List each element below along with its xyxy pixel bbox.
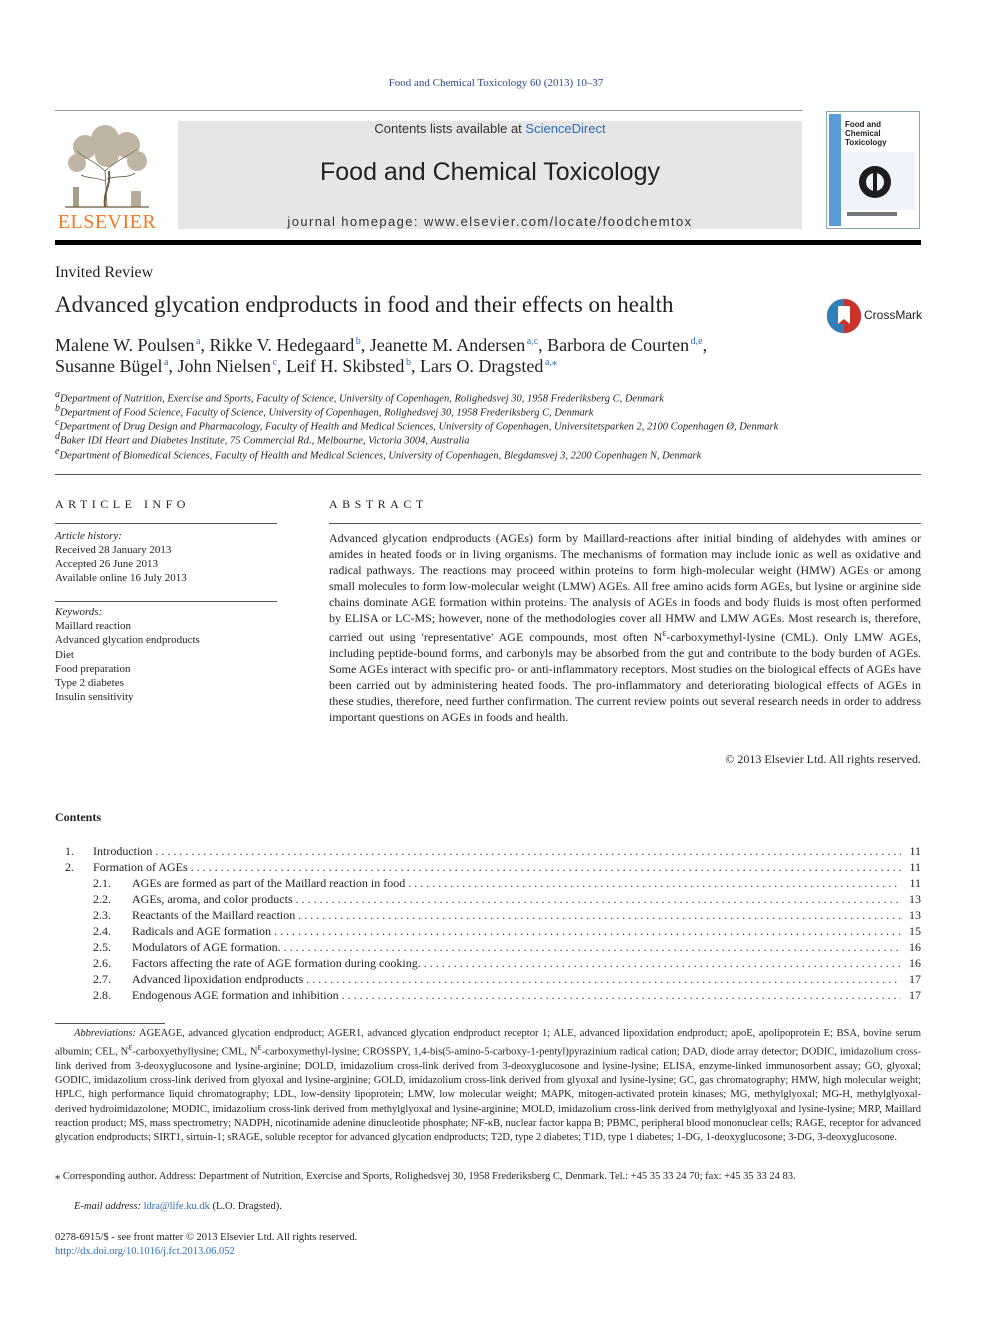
abstract-body [329, 530, 921, 725]
corresponding-author-footnote: ⁎ Corresponding author. Address: Department of Nutrition, Exercise and Sports, Rolighedsvej 30, 1958 Frederiksberg C, Denmark. Tel.: +45 35 33 24 70; fax: +45 35 33 24 83. [55, 1171, 796, 1182]
toc-title[interactable]: Formation of AGEs . . . [93, 859, 901, 875]
author-affil-sup[interactable]: a [164, 357, 169, 368]
affiliation-text: Department of Nutrition, Exercise and Sports, Faculty of Science, University of Copenhagen, Rolighedsvej 30, 1958 Frederiksberg C, Denmark [60, 393, 664, 405]
toc-entry[interactable] [55, 971, 921, 987]
article-history-label: Article history: [55, 530, 122, 542]
author-affil-sup[interactable]: b [405, 357, 411, 368]
toc-page: 16 [909, 940, 921, 954]
abstract-divider [329, 523, 921, 524]
author-sep: , [538, 335, 548, 355]
keyword-item: Insulin sensitivity [55, 691, 134, 703]
author-name[interactable]: Jeanette M. Andersen [369, 335, 526, 355]
toc-title[interactable]: AGEs, aroma, and color products . . . [132, 891, 901, 907]
toc-number: 2.2. [93, 892, 111, 906]
article-info-heading: ARTICLE INFO [55, 497, 190, 511]
keywords-label: Keywords: [55, 606, 103, 618]
toc-number: 2.6. [93, 956, 111, 970]
author-name[interactable]: Leif H. Skibsted [285, 356, 405, 376]
toc-entry[interactable] [55, 875, 921, 891]
toc-entry[interactable] [55, 843, 921, 859]
toc-number: 2.1. [93, 876, 111, 890]
author-sep: , [410, 356, 420, 376]
doi-link[interactable]: http://dx.doi.org/10.1016/j.fct.2013.06.052 [55, 1246, 235, 1257]
affiliation-text: Department of Drug Design and Pharmacology, Faculty of Health and Medical Sciences, University of Copenhagen, Universitetsparken 2, 2100 Copenhagen Ø, Denmark [59, 421, 779, 433]
abbreviations-footnote [55, 1027, 921, 1145]
authors-line-2 [55, 356, 557, 377]
abbreviations-label: Abbreviations: [74, 1028, 137, 1039]
abbrev-epsilon: ε [128, 1042, 133, 1054]
affiliation-sup: e [55, 446, 60, 457]
email-link[interactable]: ldra@life.ku.dk [143, 1201, 210, 1212]
toc-title[interactable]: Modulators of AGE formation. . . . [132, 939, 901, 955]
author-name[interactable]: Rikke V. Hedegaard [209, 335, 355, 355]
author-sep: , [168, 356, 178, 376]
author-affil-sup[interactable]: b [355, 336, 361, 347]
keyword-item: Diet [55, 649, 74, 661]
journal-cover-thumbnail[interactable] [826, 111, 920, 229]
toc-title[interactable]: AGEs are formed as part of the Maillard reaction in food . . . [132, 875, 901, 891]
abstract-text-2: -carboxymethyl-lysine (CML). Only LMW AGEs, including peptide-bound forms, and carbonyls may be absorbed from the gut and contribute to the body burden of AGEs. Some AGEs interact with specific pro- or anti-inflammatory receptors. Most studies on the biological effects of AGEs have been carried out by administering heated foods. The pro-inflammatory and deteriorating biological effects of AGEs in these studies, therefore, need further confirmation. The current review points out several research needs in order to address important questions on AGEs in foods and health. [329, 630, 921, 724]
author-affil-sup[interactable]: d,e [690, 336, 703, 347]
keyword-item: Type 2 diabetes [55, 677, 124, 689]
contents-heading: Contents [55, 810, 102, 824]
toc-number: 2.7. [93, 972, 111, 986]
toc-page: 11 [909, 876, 921, 890]
toc-page: 11 [909, 860, 921, 874]
toc-title[interactable]: Advanced lipoxidation endproducts . . . [132, 971, 901, 987]
toc-page: 17 [909, 972, 921, 986]
sciencedirect-link[interactable]: ScienceDirect [525, 121, 606, 136]
abstract-heading: ABSTRACT [329, 497, 428, 511]
toc-entry[interactable] [55, 859, 921, 875]
cover-emblem-icon [827, 112, 919, 228]
toc-number: 2.3. [93, 908, 111, 922]
author-affil-sup[interactable]: a,c [526, 336, 539, 347]
toc-entry[interactable] [55, 939, 921, 955]
toc-entry[interactable] [55, 955, 921, 971]
affiliation-sup: d [55, 431, 60, 442]
abstract-epsilon: ε [662, 628, 667, 639]
author-sep: , [360, 335, 370, 355]
crossmark-icon [826, 298, 862, 334]
toc-number: 2.4. [93, 924, 111, 938]
abbreviations-text-3: -carboxymethyl-lysine; CROSSPY, 1,4-bis(5-amino-5-carboxy-1-pentyl)pyrazinium radical cation; DAD, diode array detector; DODIC, imidazolium cross-link derived from 3-deoxyglucosone and lysine-arginine; DOLD, imidazolium cross-link derived from 3-deoxyglucosone and lysine-lysine; ELISA, enzyme-linked immunosorbent assay; GO, glyoxal; GODIC, imidazolium cross-link derived from glyoxal and lysine-arginine; GOLD, imidazolium cross-link derived from glyoxal and lysine-lysine; GC, gas chromatography; HMW, high molecular weight; HPLC, high performance liquid chromatography; LDL, low-density lipoprotein; LMW, low molecular weight; MAPK, mitogen-activated protein kinases; MG, methylglyoxal; MG-H, methylglyoxal-derived hydroimidazolone; MODIC, imidazolium cross-link derived from methylglyoxal and lysine-arginine; MOLD, imidazolium cross-link derived from methylglyoxal and lysine-lysine; MRP, Maillard reaction product; MS, mass spectrometry; NADPH, nicotinamide adenine dinucleotide phosphate; NF-κB, nuclear factor kappa B; PBMC, peripheral blood mononuclear cells; RAGE, receptor for advanced glycation endproducts; SIRT1, sirtuin-1; sRAGE, soluble receptor for advanced glycation endproducts; T2D, type 2 diabetes; T1D, type 1 diabetes; 1-DG, 1-deoxyglucosone; 3-DG, 3-deoxyglucosone. [55, 1046, 921, 1143]
toc-page: 16 [909, 956, 921, 970]
homepage-prefix: journal homepage: [287, 214, 424, 229]
cover-title: Food and Chemical Toxicology [845, 120, 887, 147]
affiliations-divider [55, 474, 921, 475]
author-affil-sup[interactable]: a,⁎ [544, 357, 557, 368]
toc-number: 1. [65, 844, 74, 858]
author-name[interactable]: John Nielsen [177, 356, 271, 376]
affiliation-text: Department of Food Science, Faculty of Science, University of Copenhagen, Rolighedsvej 30, 1958 Frederiksberg C, Denmark [60, 407, 594, 419]
affiliation-sup: b [55, 403, 60, 414]
abbreviations-text-1: AGEAGE, advanced glycation endproduct; AGER1, advanced glycation endproduct receptor 1; ALE, advanced lipoxidation endproduct; apoE, apolipoprotein E; BSA, bovine serum albumin; CEL, N [55, 1028, 921, 1058]
online-date: Available online 16 July 2013 [55, 572, 187, 584]
toc-page: 13 [909, 892, 921, 906]
affiliation-d [55, 431, 470, 447]
keyword-item: Maillard reaction [55, 620, 132, 632]
article-type: Invited Review [55, 264, 154, 281]
footnote-divider [55, 1023, 165, 1024]
toc-title[interactable]: Endogenous AGE formation and inhibition . . . [132, 987, 901, 1003]
crossmark-badge[interactable] [826, 298, 922, 334]
journal-homepage [178, 214, 802, 229]
author-sep: , [702, 335, 708, 355]
abstract-text-1: Advanced glycation endproducts (AGEs) form by Maillard-reactions after initial binding of aldehydes with amines or amides in heated foods or in living organisms. The mechanisms of formation may include ionic as well as oxidative and radical pathways. The reactions may proceed within proteins to form high-molecular weight (HMW) AGEs or among small molecules to form low-molecular weight (LMW) AGEs. All free amino acids form AGEs, but lysine or arginine side chains dominate AGE formation within proteins. The analysis of AGEs in foods and body fluids is most often performed by ELISA or LC-MS; however, none of the methodologies cover all HMW and LMW AGEs. Most research is, therefore, carried out using 'representative' AGE compounds, most often N [329, 531, 921, 644]
email-label: E-mail address: [74, 1201, 141, 1212]
keywords-divider [55, 601, 277, 602]
toc-title[interactable]: Radicals and AGE formation . . . [132, 923, 901, 939]
author-affil-sup[interactable]: a [196, 336, 201, 347]
author-name[interactable]: Barbora de Courten [547, 335, 690, 355]
affiliation-sup: a [55, 389, 60, 400]
affiliation-text: Baker IDI Heart and Diabetes Institute, 75 Commercial Rd., Melbourne, Victoria 3004, Australia [60, 435, 470, 447]
contents-prefix: Contents lists available at [374, 121, 526, 136]
author-affil-sup[interactable]: c [272, 357, 277, 368]
toc-number: 2.8. [93, 988, 111, 1002]
toc-page: 17 [909, 988, 921, 1002]
elsevier-wordmark: ELSEVIER [57, 211, 157, 233]
email-suffix: (L.O. Dragsted). [209, 1201, 282, 1212]
header-divider [55, 110, 803, 111]
toc-number: 2. [65, 860, 74, 874]
authors-line-1 [55, 335, 707, 356]
author-sep: , [200, 335, 210, 355]
toc-page: 11 [909, 844, 921, 858]
contents-availability [178, 121, 802, 136]
accepted-date: Accepted 26 June 2013 [55, 558, 158, 570]
toc-page: 13 [909, 908, 921, 922]
toc-entry[interactable] [55, 987, 921, 1003]
affiliation-e [55, 446, 701, 462]
author-sep: , [276, 356, 286, 376]
toc-title[interactable]: Introduction . . . [93, 843, 901, 859]
toc-page: 15 [909, 924, 921, 938]
received-date: Received 28 January 2013 [55, 544, 172, 556]
author-name[interactable]: Susanne Bügel [55, 356, 163, 376]
author-name[interactable]: Malene W. Poulsen [55, 335, 195, 355]
email-footnote [55, 1200, 921, 1214]
affiliation-sup: c [55, 417, 60, 428]
toc-entry[interactable] [55, 907, 921, 923]
article-title: Advanced glycation endproducts in food and their effects on health [55, 292, 674, 317]
crossmark-label: CrossMark [864, 308, 923, 322]
author-name[interactable]: Lars O. Dragsted [419, 356, 544, 376]
affiliation-text: Department of Biomedical Sciences, Faculty of Health and Medical Sciences, University of Copenhagen, Blegdamsvej 3, 2200 Copenhagen N, Denmark [59, 450, 702, 462]
toc-entry[interactable] [55, 923, 921, 939]
toc-entry[interactable] [55, 891, 921, 907]
abbreviations-text-2: -carboxyethyllysine; CML, N [132, 1046, 258, 1058]
keyword-item: Food preparation [55, 663, 131, 675]
header-thick-rule [55, 240, 921, 245]
toc-number: 2.5. [93, 940, 111, 954]
toc-title[interactable]: Reactants of the Maillard reaction . . . [132, 907, 901, 923]
journal-name: Food and Chemical Toxicology [319, 158, 660, 186]
abbrev-epsilon: ε [257, 1042, 262, 1054]
homepage-url[interactable]: www.elsevier.com/locate/foodchemtox [423, 214, 693, 229]
copyright-notice: © 2013 Elsevier Ltd. All rights reserved. [725, 752, 921, 766]
toc-title[interactable]: Factors affecting the rate of AGE formation during cooking. . . . [132, 955, 901, 971]
article-info-divider [55, 523, 277, 524]
journal-citation[interactable]: Food and Chemical Toxicology 60 (2013) 10–37 [388, 77, 604, 89]
keyword-item: Advanced glycation endproducts [55, 634, 200, 646]
front-matter-notice: 0278-6915/$ - see front matter © 2013 Elsevier Ltd. All rights reserved. [55, 1232, 358, 1243]
